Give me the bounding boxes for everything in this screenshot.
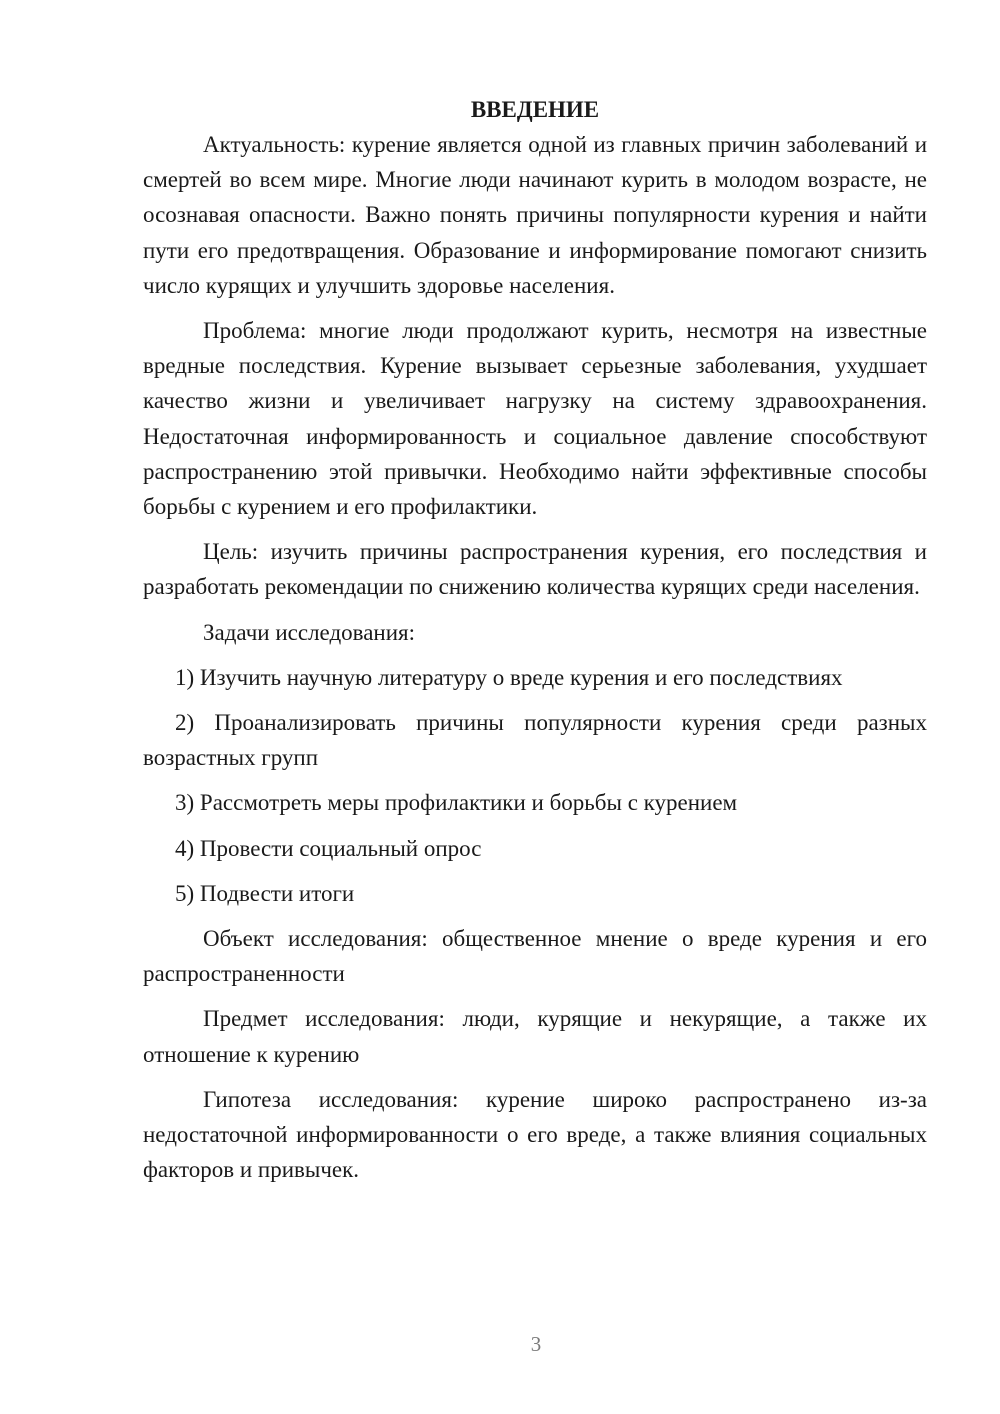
page-number: 3 [530, 1332, 542, 1356]
paragraph-problem: Проблема: многие люди продолжают курить, несмотря на известные вредные последствия. Курение вызывает серьезные заболевания, ухудшает качество жизни и увеличивает нагрузку на систему здравоохранения. Недостаточная информированность и социальное давление способствуют распространению этой привычки. Необходимо найти эффективные способы борьбы с курением и его профилактики. [143, 318, 927, 520]
paragraph-object: Объект исследования: общественное мнение о вреде курения и его распространенности [143, 926, 927, 987]
task-item-1: 1) Изучить научную литературу о вреде курения и его последствиях [175, 664, 843, 690]
paragraph-hypothesis: Гипотеза исследования: курение широко распространено из-за недостаточной информированности о его вреде, а также влияния социальных факторов и привычек. [143, 1086, 927, 1183]
tasks-heading: Задачи исследования: [203, 619, 416, 645]
task-item-3: 3) Рассмотреть меры профилактики и борьбы с курением [175, 790, 738, 816]
paragraph-relevance: Актуальность: курение является одной из главных причин заболеваний и смертей во всем мире. Многие люди начинают курить в молодом возрасте, не осознавая опасности. Важно понять причины популярности курения и найти пути его предотвращения. Образование и информирование помогают снизить число курящих и улучшить здоровье населения. [143, 132, 927, 298]
task-item-2: 2) Проанализировать причины популярности курения среди разных возрастных групп [143, 710, 927, 771]
document-body [143, 92, 927, 1197]
task-item-4: 4) Провести социальный опрос [175, 835, 482, 861]
section-title: ВВЕДЕНИЕ [470, 97, 600, 122]
paragraph-goal: Цель: изучить причины распространения курения, его последствия и разработать рекомендации по снижению количества курящих среди населения. [143, 539, 927, 600]
paragraph-subject: Предмет исследования: люди, курящие и некурящие, а также их отношение к курению [143, 1006, 927, 1067]
task-item-5: 5) Подвести итоги [175, 880, 355, 906]
